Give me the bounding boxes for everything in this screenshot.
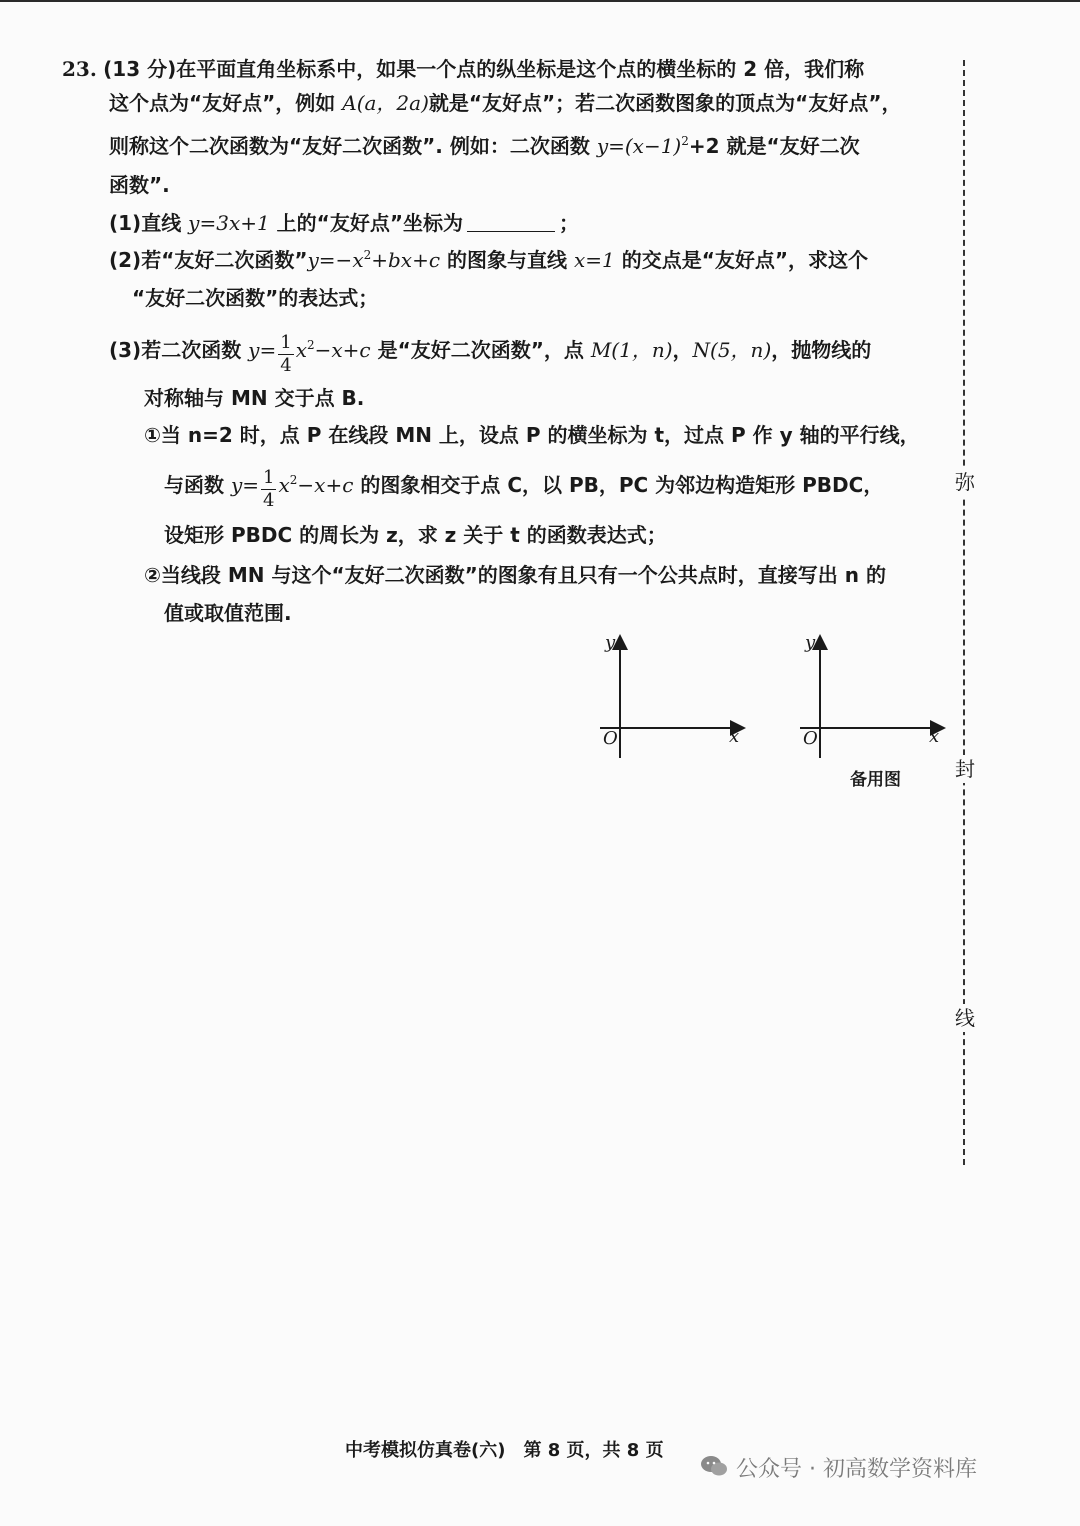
sub1-line2b: 的图象相交于点 C，以 PB，PC 为邻边构造矩形 PBDC， (353, 473, 884, 497)
sub1-function-b: −x+c (297, 473, 354, 497)
fraction-denominator: 4 (280, 355, 292, 376)
origin-label: O (603, 728, 618, 749)
part-3 (109, 334, 871, 375)
intro-line-2b: 就是“友好点”；若二次函数图象的顶点为“友好点”， (428, 91, 902, 115)
intro-line-2a: 这个点为“友好点”，例如 (109, 91, 343, 115)
question-line-2 (109, 90, 901, 116)
example-point: A(a，2a) (342, 91, 429, 115)
wechat-icon (700, 1455, 728, 1477)
question-line-3 (109, 133, 860, 159)
x-axis-label: x (929, 726, 940, 747)
binding-mark-xian: 线 (955, 1006, 975, 1030)
question-number: 23. (62, 57, 97, 81)
part2-label: (2)若“友好二次函数” (109, 248, 308, 272)
part-3-line-2 (144, 385, 364, 411)
intro-line-1: 在平面直角坐标系中，如果一个点的纵坐标是这个点的横坐标的 2 倍，我们称 (176, 57, 865, 81)
figure-caption: 备用图 (850, 770, 901, 790)
superscript-2: 2 (306, 338, 315, 352)
part3-y: y= (248, 338, 277, 362)
part-2-line-2 (132, 285, 378, 311)
page-footer: 中考模拟仿真卷(六) 第 8 页，共 8 页 (345, 1440, 664, 1461)
binding-dashed-line (963, 60, 969, 1165)
intro-line-3b: +2 就是“友好二次 (688, 134, 860, 158)
y-axis-label: y (805, 632, 816, 653)
part1-function: y=3x+1 (188, 211, 270, 235)
fraction-numerator: 1 (280, 332, 292, 353)
question-line-4 (109, 172, 170, 198)
x-var: x (295, 338, 307, 362)
sub-2-line-1 (144, 562, 886, 588)
part-2 (109, 247, 868, 273)
fraction-one-quarter (261, 469, 276, 510)
sub-1-line-1 (144, 422, 920, 448)
part3-function-b: −x+c (314, 338, 371, 362)
superscript-2: 2 (289, 473, 298, 487)
superscript-2: 2 (681, 134, 689, 148)
part3-text-c: ，抛物线的 (771, 338, 872, 362)
part3-line2: 对称轴与 MN 交于点 B. (144, 386, 365, 410)
part-1 (109, 210, 579, 236)
intro-line-3a: 则称这个二次函数为“友好二次函数”. 例如：二次函数 (109, 134, 597, 158)
fraction-numerator: 1 (263, 467, 275, 488)
x-axis-label: x (729, 726, 740, 747)
part1-end: ； (558, 211, 579, 235)
binding-mark-feng: 封 (955, 757, 975, 781)
top-edge-line (0, 0, 1080, 2)
origin-label: O (803, 728, 818, 749)
x-var: x (278, 473, 290, 497)
part2-text-b: 的图象与直线 (440, 248, 574, 272)
y-axis-label: y (605, 632, 616, 653)
part3-label: (3)若二次函数 (109, 338, 249, 362)
part1-label: (1)直线 (109, 211, 189, 235)
part2-function-b: +bx+c (371, 248, 441, 272)
sub1-line1: ①当 n=2 时，点 P 在线段 MN 上，设点 P 的横坐标为 t，过点 P 作 y 轴的平行线， (144, 423, 920, 447)
intro-line-4: 函数”. (109, 173, 170, 197)
separator: ， (672, 338, 693, 362)
superscript-2: 2 (363, 248, 372, 262)
sub-2-line-2 (164, 600, 292, 626)
sub1-line2a: 与函数 (164, 473, 231, 497)
question-score: (13 分) (103, 57, 177, 81)
watermark-text: 公众号 · 初高数学资料库 (736, 1457, 977, 1482)
answer-blank[interactable] (467, 231, 555, 232)
sub-1-line-2 (164, 469, 883, 510)
sub1-y: y= (230, 473, 260, 497)
sub2-line1: ②当线段 MN 与这个“友好二次函数”的图象有且只有一个公共点时，直接写出 n 的 (144, 563, 886, 587)
sub-1-line-3 (164, 522, 667, 548)
question-line-1 (62, 56, 864, 82)
part2-text-c: 的交点是“友好点”，求这个 (614, 248, 869, 272)
example-function: y=(x−1) (596, 134, 682, 158)
point-N: N(5，n) (692, 338, 772, 362)
sub1-line3: 设矩形 PBDC 的周长为 z，求 z 关于 t 的函数表达式； (164, 523, 667, 547)
sub2-line2: 值或取值范围. (164, 601, 292, 625)
fraction-denominator: 4 (263, 490, 275, 511)
part2-line: x=1 (573, 248, 615, 272)
part2-line2: “友好二次函数”的表达式； (132, 286, 379, 310)
part1-text: 上的“友好点”坐标为 (269, 211, 463, 235)
fraction-one-quarter (278, 334, 293, 375)
point-M: M(1，n) (590, 338, 673, 362)
part2-function: y=−x (307, 248, 364, 272)
part3-text-b: 是“友好二次函数”，点 (370, 338, 591, 362)
binding-mark-mi: 弥 (955, 470, 975, 494)
